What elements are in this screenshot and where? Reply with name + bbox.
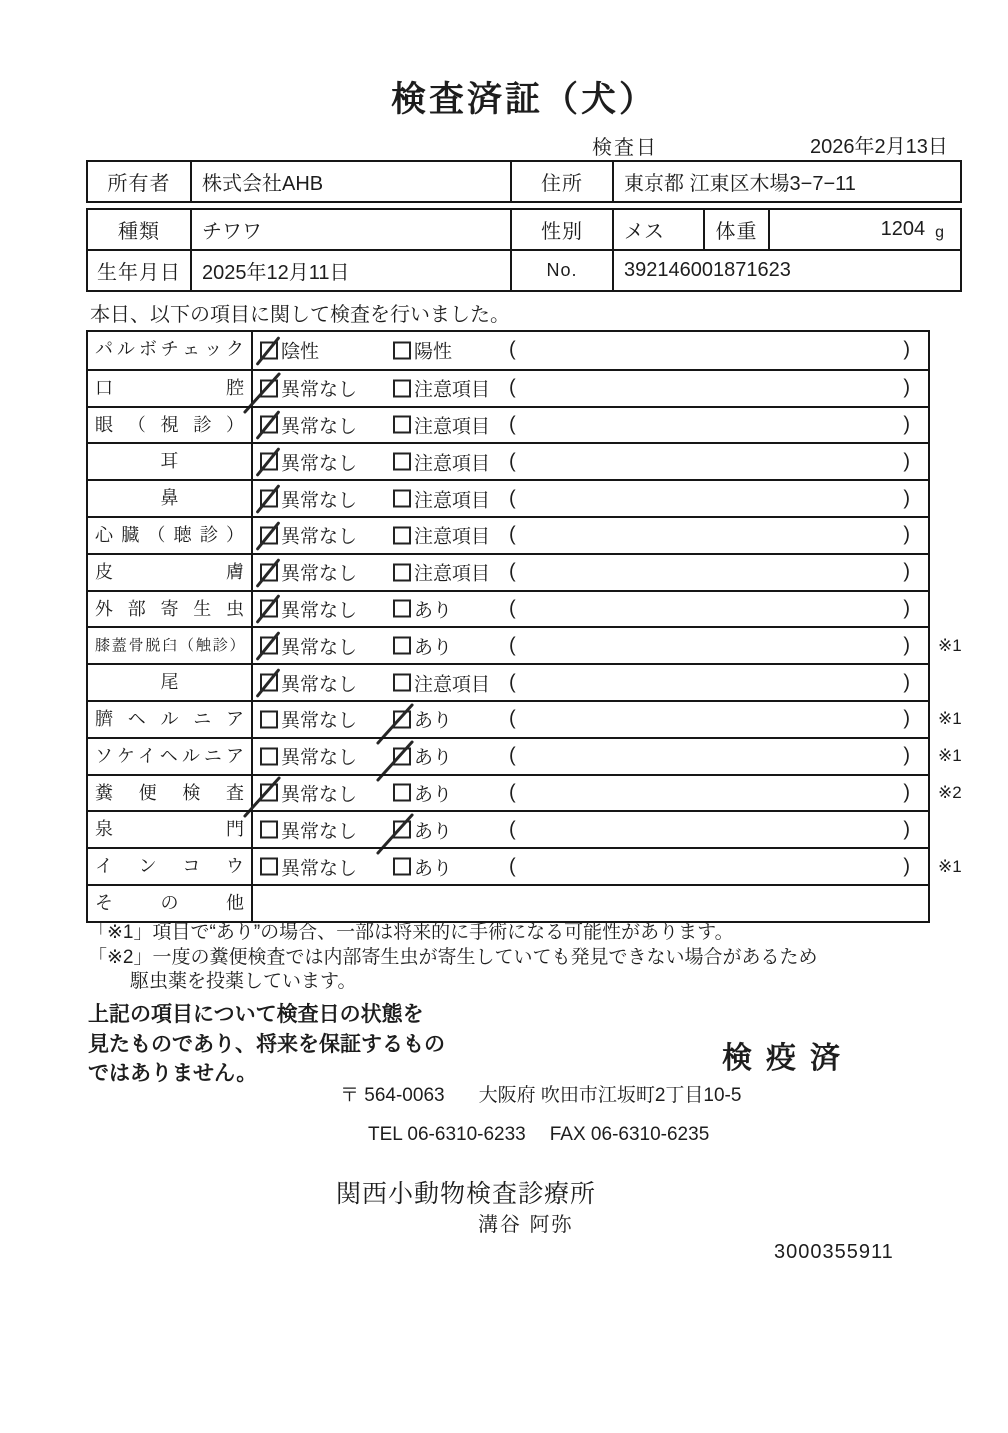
checkbox-checked [393, 821, 411, 839]
checkbox-checked [260, 600, 278, 618]
check-row [88, 442, 928, 479]
option-label: 注意項目 [414, 379, 491, 401]
result-paren-close: ) [903, 707, 910, 730]
checkbox-unchecked [393, 637, 411, 655]
checkbox-option [393, 816, 452, 843]
result-paren-open: ( [509, 634, 516, 657]
checkbox-option [393, 632, 452, 659]
checklist-table [86, 330, 962, 923]
row-content-cell [253, 739, 928, 774]
address-label-cell: 住所 [512, 162, 614, 201]
check-row [88, 626, 962, 663]
checkbox-checked [260, 784, 278, 802]
check-row [88, 774, 962, 811]
result-paren-close: ) [903, 487, 910, 510]
check-mark [256, 668, 281, 698]
checkbox-option [393, 706, 452, 733]
option-label: 異常なし [281, 600, 358, 622]
pet-info-row-2 [88, 249, 960, 290]
checkbox-unchecked [393, 453, 411, 471]
checkbox-option [393, 595, 452, 622]
check-row [88, 553, 928, 590]
breed-value-cell: チワワ [192, 210, 512, 249]
disclaimer-statement [88, 1000, 445, 1089]
result-paren-open: ( [509, 413, 516, 436]
result-paren-close: ) [903, 744, 910, 767]
checkbox-unchecked [393, 563, 411, 581]
checkbox-option [393, 485, 490, 512]
row-content-cell [253, 408, 928, 443]
checkbox-checked [260, 490, 278, 508]
row-label-cell: 心臓（聴診） [88, 518, 253, 553]
row-content-cell [253, 332, 928, 369]
result-paren-open: ( [509, 450, 516, 473]
checkbox-unchecked [393, 858, 411, 876]
result-paren-open: ( [509, 744, 516, 767]
checkbox-option [260, 375, 357, 402]
clinic-tel-line [368, 1124, 709, 1146]
birthdate-value-cell: 2025年12月11日 [192, 251, 512, 290]
option-label: 注意項目 [414, 563, 491, 585]
checkbox-option [260, 779, 357, 806]
check-row [88, 369, 928, 406]
checkbox-option [393, 559, 490, 586]
row-label-cell: 膝蓋骨脱臼（触診） [88, 628, 253, 663]
row-content-cell [253, 702, 928, 737]
option-label: 陰性 [281, 341, 320, 363]
option-label: あり [414, 710, 453, 732]
footnote-line: 「※2」一度の糞便検査では内部寄生虫が寄生していても発見できない場合があるため [88, 946, 818, 968]
row-label-cell: 尾 [88, 665, 253, 700]
owner-table [86, 160, 962, 203]
owner-label-cell: 所有者 [88, 162, 192, 201]
checkbox-unchecked [260, 747, 278, 765]
option-label: 陽性 [414, 341, 453, 363]
row-content-cell [253, 812, 928, 847]
quarantine-stamp: 検疫済 [722, 1042, 854, 1075]
option-label: 異常なし [281, 379, 358, 401]
checkbox-option [260, 485, 357, 512]
breed-label-cell: 種類 [88, 210, 192, 249]
sex-label-cell: 性別 [512, 210, 614, 249]
row-label-cell: その他 [88, 886, 253, 921]
checkbox-option [393, 375, 490, 402]
row-label-cell: 皮膚 [88, 555, 253, 590]
check-mark [256, 558, 281, 588]
row-label-cell: インコウ [88, 849, 253, 884]
check-row [88, 700, 962, 737]
checkbox-option [260, 743, 357, 770]
row-label-cell: 眼（視診） [88, 408, 253, 443]
checkbox-option [260, 816, 357, 843]
checkbox-checked [260, 341, 278, 359]
owner-row [88, 162, 960, 201]
result-paren-open: ( [509, 707, 516, 730]
checkbox-checked [260, 563, 278, 581]
option-label: 異常なし [281, 784, 358, 806]
check-row [88, 847, 962, 884]
statement-line: 上記の項目について検査日の状態を [88, 1003, 424, 1026]
result-paren-close: ) [903, 781, 910, 804]
clinic-name: 関西小動物検査診療所 [336, 1180, 597, 1208]
row-content-cell [253, 592, 928, 627]
checkbox-unchecked [260, 858, 278, 876]
weight-value-cell [770, 210, 960, 249]
pet-info-row-1 [88, 210, 960, 249]
check-mark [256, 411, 281, 441]
option-label: 異常なし [281, 747, 358, 769]
option-label: あり [414, 747, 453, 769]
check-row [88, 406, 928, 443]
checkbox-option [393, 411, 490, 438]
row-label-cell: 外部寄生虫 [88, 592, 253, 627]
check-row [88, 590, 928, 627]
checkbox-option [260, 411, 357, 438]
check-mark [256, 595, 281, 625]
checkbox-unchecked [393, 784, 411, 802]
check-row [88, 810, 928, 847]
row-content-cell [253, 555, 928, 590]
row-label-cell: 糞便検査 [88, 776, 253, 811]
result-paren-close: ) [903, 560, 910, 583]
option-label: 異常なし [281, 416, 358, 438]
result-paren-open: ( [509, 560, 516, 583]
check-mark [256, 521, 281, 551]
statement-line: ではありません。 [88, 1062, 258, 1085]
check-row [88, 479, 928, 516]
checkbox-checked [393, 747, 411, 765]
inspection-date-label: 検査日 [592, 137, 658, 159]
check-row [88, 332, 928, 369]
option-label: 異常なし [281, 563, 358, 585]
result-paren-close: ) [903, 597, 910, 620]
row-label-cell: 臍ヘルニア [88, 702, 253, 737]
row-content-cell [253, 518, 928, 553]
checkbox-option [393, 743, 452, 770]
footnotes-block [88, 921, 818, 995]
row-content-cell [253, 371, 928, 406]
row-label-cell: ソケイヘルニア [88, 739, 253, 774]
checkbox-checked [260, 637, 278, 655]
birthdate-label-cell: 生年月日 [88, 251, 192, 290]
checkbox-option [393, 779, 452, 806]
row-footnote-mark: ※1 [938, 635, 962, 655]
result-paren-close: ) [903, 855, 910, 878]
option-label: 注意項目 [414, 674, 491, 696]
checkbox-unchecked [393, 526, 411, 544]
result-paren-open: ( [509, 671, 516, 694]
row-content-cell [253, 886, 928, 921]
result-paren-open: ( [509, 338, 516, 361]
option-label: あり [414, 784, 453, 806]
clinic-address: 大阪府 吹田市江坂町2丁目10-5 [478, 1085, 742, 1106]
statement-line: 見たものであり、将来を保証するもの [88, 1032, 445, 1056]
checkbox-option [260, 853, 357, 880]
row-label-cell: 鼻 [88, 481, 253, 516]
weight-label-cell: 体重 [705, 210, 770, 249]
result-paren-close: ) [903, 671, 910, 694]
checkbox-checked [260, 379, 278, 397]
footnote-line: 駆虫薬を投薬しています。 [130, 971, 357, 992]
option-label: あり [414, 637, 453, 659]
checkbox-option [393, 522, 490, 549]
row-label-cell: パルボチェック [88, 332, 253, 369]
result-paren-close: ) [903, 818, 910, 841]
result-paren-close: ) [903, 523, 910, 546]
examiner-name: 溝谷 阿弥 [478, 1214, 574, 1236]
option-label: 注意項目 [414, 526, 491, 548]
result-paren-open: ( [509, 597, 516, 620]
checkbox-checked [260, 416, 278, 434]
row-content-cell [253, 849, 928, 884]
row-footnote-mark: ※2 [938, 782, 962, 802]
checkbox-option [260, 632, 357, 659]
result-paren-close: ) [903, 413, 910, 436]
sex-value-cell: メス [614, 210, 705, 249]
checkbox-option [260, 706, 357, 733]
no-label-cell: No. [512, 251, 614, 290]
option-label: 異常なし [281, 858, 358, 880]
row-label-cell: 口腔 [88, 371, 253, 406]
result-paren-open: ( [509, 818, 516, 841]
clinic-postal-line [340, 1080, 741, 1107]
option-label: 異常なし [281, 674, 358, 696]
option-label: あり [414, 600, 453, 622]
option-label: 注意項目 [414, 453, 491, 475]
result-paren-open: ( [509, 487, 516, 510]
row-content-cell [253, 776, 928, 811]
option-label: 異常なし [281, 490, 358, 512]
checkbox-unchecked [393, 416, 411, 434]
clinic-postal-code: 〒 564-0063 [340, 1085, 445, 1106]
check-row [88, 737, 962, 774]
address-value-cell: 東京都 江東区木場3−7−11 [624, 173, 856, 195]
result-paren-open: ( [509, 523, 516, 546]
checkbox-checked [393, 710, 411, 728]
option-label: 注意項目 [414, 490, 491, 512]
check-mark [256, 631, 281, 661]
document-title: 検査済証（犬） [390, 80, 657, 119]
checkbox-unchecked [260, 710, 278, 728]
result-paren-open: ( [509, 855, 516, 878]
option-label: 異常なし [281, 821, 358, 843]
row-label-cell: 泉門 [88, 812, 253, 847]
clinic-fax: FAX 06-6310-6235 [549, 1124, 710, 1145]
check-row [88, 516, 928, 553]
serial-number: 3000355911 [774, 1241, 894, 1263]
option-label: 異常なし [281, 637, 358, 659]
checkbox-unchecked [260, 821, 278, 839]
row-content-cell [253, 444, 928, 479]
option-label: 異常なし [281, 710, 358, 732]
result-paren-open: ( [509, 376, 516, 399]
checkbox-option [393, 853, 452, 880]
checkbox-option [260, 337, 319, 364]
check-row [88, 663, 928, 700]
checkbox-option [260, 522, 357, 549]
row-content-cell [253, 481, 928, 516]
owner-value-cell: 株式会社AHB [192, 162, 512, 201]
result-paren-open: ( [509, 781, 516, 804]
row-footnote-mark: ※1 [938, 746, 962, 766]
footnote-line: 「※1」項目で“あり”の場合、一部は将来的に手術になる可能性があります。 [88, 922, 734, 943]
check-row [88, 884, 928, 921]
checkbox-unchecked [393, 379, 411, 397]
clinic-tel: TEL 06-6310-6233 [368, 1124, 526, 1145]
checkbox-option [393, 669, 490, 696]
row-footnote-mark: ※1 [938, 856, 962, 876]
no-value-cell: 392146001871623 [624, 259, 791, 281]
checkbox-unchecked [393, 490, 411, 508]
pet-info-table [86, 208, 962, 292]
checkbox-checked [260, 674, 278, 692]
result-paren-close: ) [903, 450, 910, 473]
weight-number: 1204 [880, 218, 926, 240]
checkbox-option [260, 595, 357, 622]
option-label: 異常なし [281, 453, 358, 475]
check-mark [256, 447, 281, 477]
checkbox-option [393, 337, 452, 364]
result-paren-close: ) [903, 338, 910, 361]
option-label: 注意項目 [414, 416, 491, 438]
checkbox-option [260, 669, 357, 696]
checkbox-unchecked [393, 341, 411, 359]
checkbox-checked [260, 526, 278, 544]
inspection-date-value: 2026年2月13日 [810, 136, 948, 158]
row-label-cell: 耳 [88, 444, 253, 479]
checkbox-option [260, 559, 357, 586]
option-label: あり [414, 821, 453, 843]
row-content-cell [253, 628, 928, 663]
intro-text: 本日、以下の項目に関して検査を行いました。 [90, 304, 510, 326]
row-footnote-mark: ※1 [938, 709, 962, 729]
checkbox-unchecked [393, 600, 411, 618]
result-paren-close: ) [903, 376, 910, 399]
checkbox-unchecked [393, 674, 411, 692]
check-mark [256, 336, 281, 366]
option-label: 異常なし [281, 526, 358, 548]
checkbox-option [260, 448, 357, 475]
result-paren-close: ) [903, 634, 910, 657]
check-mark [256, 484, 281, 514]
option-label: あり [414, 858, 453, 880]
weight-unit: g [935, 223, 944, 241]
checkbox-checked [260, 453, 278, 471]
row-content-cell [253, 665, 928, 700]
checkbox-option [393, 448, 490, 475]
